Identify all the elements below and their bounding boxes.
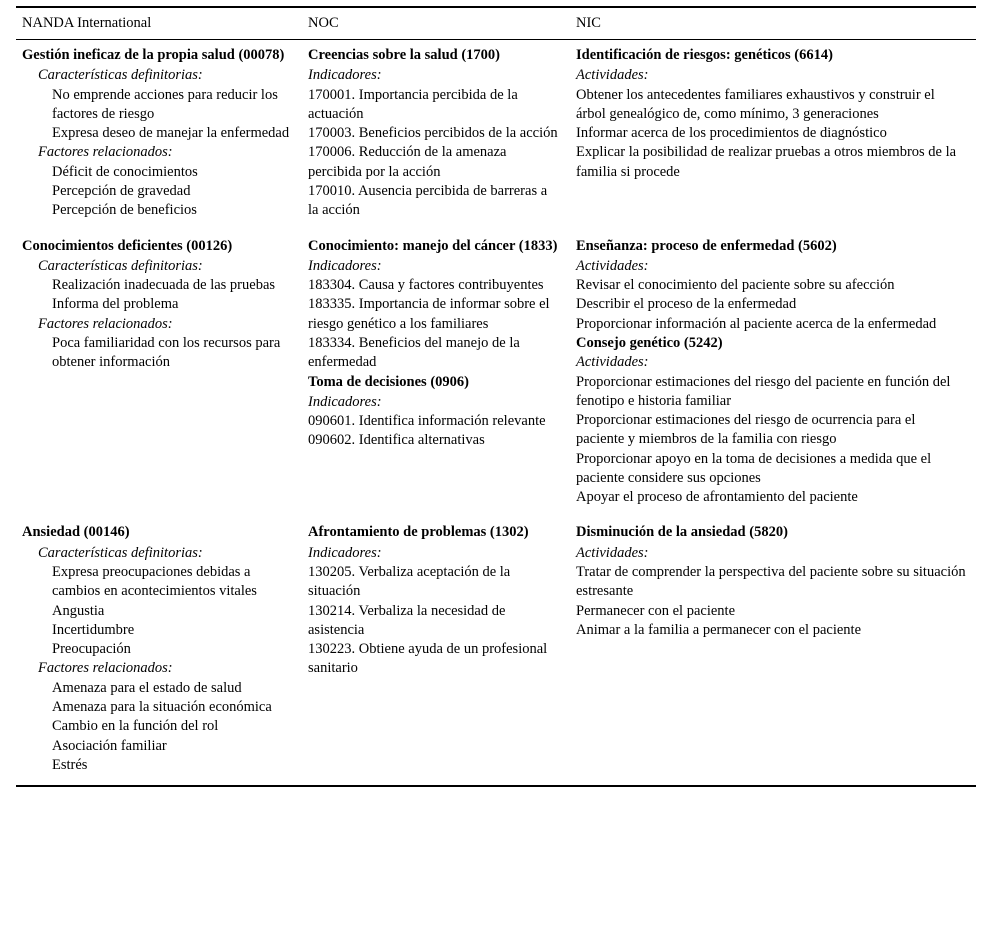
noc-cell — [302, 40, 570, 231]
list-item: Apoyar el proceso de afrontamiento del paciente — [576, 489, 858, 506]
noc-title: Conocimiento: manejo del cáncer (1833) — [308, 237, 558, 254]
list-item: Describir el proceso de la enfermedad — [576, 296, 797, 313]
section-label: Factores relacionados: — [38, 315, 173, 332]
list-item: 170006. Reducción de la amenaza percibida por la acción — [308, 144, 507, 180]
section-label: Actividades: — [576, 544, 649, 561]
nanda-cell — [16, 517, 302, 786]
care-plan-table — [16, 6, 976, 787]
section-label: Actividades: — [576, 67, 649, 84]
noc-cell — [302, 517, 570, 786]
list-item: 170003. Beneficios percibidos de la acción — [308, 125, 558, 142]
nic-title: Disminución de la ansiedad (5820) — [576, 524, 788, 541]
noc-title: Afrontamiento de problemas (1302) — [308, 524, 529, 541]
nic-title: Identificación de riesgos: genéticos (6614) — [576, 47, 833, 63]
list-item: Preocupación — [52, 641, 131, 658]
list-item: Explicar la posibilidad de realizar pruebas a otros miembros de la familia si procede — [576, 144, 957, 180]
list-item: Asociación familiar — [52, 737, 167, 754]
nic-cell — [570, 517, 976, 786]
nanda-cell — [16, 231, 302, 518]
section-label: Factores relacionados: — [38, 660, 173, 677]
list-item: Incertidumbre — [52, 621, 135, 638]
list-item: Proporcionar estimaciones del riesgo de ocurrencia para el paciente y miembros de la familia con riesgo — [576, 412, 916, 448]
list-item: 130205. Verbaliza aceptación de la situación — [308, 564, 511, 600]
section-label: Indicadores: — [308, 544, 382, 561]
list-item: Realización inadecuada de las pruebas — [52, 277, 276, 294]
table-row — [16, 40, 976, 231]
list-item: Amenaza para la situación económica — [52, 699, 272, 715]
list-item: 130214. Verbaliza la necesidad de asistencia — [308, 602, 506, 638]
list-item: Permanecer con el paciente — [576, 602, 736, 619]
section-label: Actividades: — [576, 257, 649, 274]
section-label: Actividades: — [576, 354, 649, 371]
list-item: 090601. Identifica información relevante — [308, 413, 546, 430]
list-item: Revisar el conocimiento del paciente sobre su afección — [576, 277, 895, 294]
column-header-noc: NOC — [302, 7, 570, 40]
list-item: No emprende acciones para reducir los factores de riesgo — [52, 86, 278, 122]
list-item: Cambio en la función del rol — [52, 718, 219, 735]
list-item: Angustia — [52, 602, 105, 619]
list-item: 090602. Identifica alternativas — [308, 432, 485, 449]
table-header — [16, 7, 976, 40]
nic-cell — [570, 40, 976, 231]
list-item: 130223. Obtiene ayuda de un profesional sanitario — [308, 641, 548, 677]
noc-title: Creencias sobre la salud (1700) — [308, 47, 500, 63]
list-item: Déficit de conocimientos — [52, 163, 198, 180]
list-item: Animar a la familia a permanecer con el paciente — [576, 621, 862, 638]
section-label: Factores relacionados: — [38, 144, 173, 161]
list-item: 183335. Importancia de informar sobre el riesgo genético a los familiares — [308, 296, 550, 332]
list-item: 183334. Beneficios del manejo de la enfermedad — [308, 334, 520, 371]
section-label: Indicadores: — [308, 257, 382, 274]
section-label: Indicadores: — [308, 67, 382, 84]
section-label: Características definitorias: — [38, 257, 203, 274]
list-item: 170001. Importancia percibida de la actuación — [308, 86, 518, 122]
list-item: Estrés — [52, 756, 88, 773]
list-item: Amenaza para el estado de salud — [52, 679, 242, 696]
column-header-nic: NIC — [570, 7, 976, 40]
noc-cell — [302, 231, 570, 518]
list-item: Informar acerca de los procedimientos de diagnóstico — [576, 125, 887, 142]
section-label: Características definitorias: — [38, 544, 203, 561]
diagnosis-title: Conocimientos deficientes (00126) — [22, 237, 233, 254]
diagnosis-title: Ansiedad (00146) — [22, 524, 130, 541]
section-label: Características definitorias: — [38, 67, 203, 84]
column-header-nanda: NANDA International — [16, 7, 302, 40]
list-item: 170010. Ausencia percibida de barreras a la acción — [308, 182, 548, 219]
nanda-cell — [16, 40, 302, 231]
list-item: Obtener los antecedentes familiares exhaustivos y construir el árbol genealógico de, como mínimo, 3 generaciones — [576, 86, 935, 122]
list-item: Expresa preocupaciones debidas a cambios en acontecimientos vitales — [52, 564, 257, 600]
list-item: Proporcionar información al paciente acerca de la enfermedad — [576, 315, 937, 332]
list-item: Percepción de beneficios — [52, 202, 197, 219]
noc-title: Toma de decisiones (0906) — [308, 373, 469, 390]
list-item: Expresa deseo de manejar la enfermedad — [52, 125, 290, 142]
list-item: Tratar de comprender la perspectiva del paciente sobre su situación estresante — [576, 564, 966, 600]
list-item: Proporcionar estimaciones del riesgo del paciente en función del fenotipo e historia familiar — [576, 373, 951, 409]
list-item: Informa del problema — [52, 296, 179, 313]
document-page — [0, 6, 992, 925]
table-row — [16, 517, 976, 786]
list-item: Percepción de gravedad — [52, 182, 191, 199]
table-header-row — [16, 7, 976, 40]
section-label: Indicadores: — [308, 393, 382, 410]
list-item: Poca familiaridad con los recursos para obtener información — [52, 334, 281, 371]
nic-cell — [570, 231, 976, 518]
list-item: 183304. Causa y factores contribuyentes — [308, 277, 544, 294]
list-item: Proporcionar apoyo en la toma de decisiones a medida que el paciente considere sus opciones — [576, 450, 932, 486]
table-body — [16, 40, 976, 787]
nic-title: Enseñanza: proceso de enfermedad (5602) — [576, 237, 837, 254]
nic-title: Consejo genético (5242) — [576, 334, 723, 351]
table-row — [16, 231, 976, 518]
diagnosis-title: Gestión ineficaz de la propia salud (00078) — [22, 47, 285, 63]
